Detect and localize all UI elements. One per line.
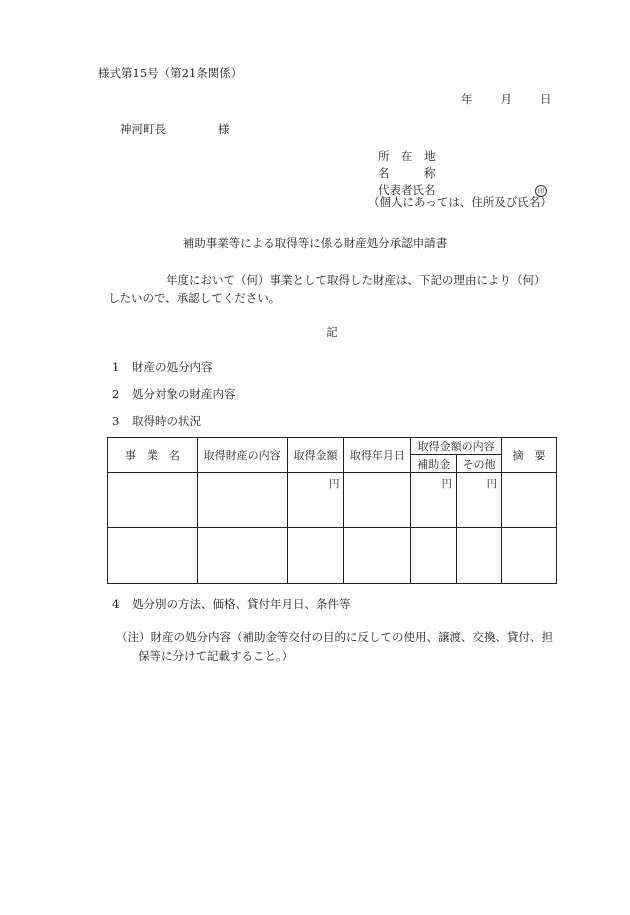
header-subsidy: 補助金 [411, 455, 457, 473]
cell-acquisition-amount [287, 473, 344, 528]
name-label: 名 称 [378, 166, 436, 180]
addressee-honorific: 様 [218, 122, 230, 136]
item-3-label: 取得時の状況 [132, 414, 201, 428]
date-month: 月 [500, 92, 512, 106]
header-amount-breakdown: 取得金額の内容 [411, 438, 502, 455]
item-1 [112, 362, 213, 374]
cell-property-content [197, 528, 287, 584]
body-paragraph [108, 271, 556, 307]
yen-unit: 円 [328, 478, 340, 490]
yen-unit: 円 [486, 478, 498, 490]
cell-other [457, 528, 502, 584]
acquisition-table [107, 437, 557, 584]
table-row [108, 473, 557, 528]
caution-line-2: 保等に分けて記載すること。） [138, 649, 294, 663]
date-year: 年 [461, 92, 473, 106]
item-2 [112, 389, 236, 401]
cell-remarks [502, 473, 557, 528]
item-2-number: 2 [112, 387, 120, 401]
form-number: 様式第15号（第21条関係） [98, 66, 243, 80]
cell-acquisition-amount [287, 528, 344, 584]
address-row [378, 148, 436, 165]
header-remarks: 摘 要 [502, 438, 557, 473]
cell-subsidy [411, 528, 457, 584]
table-header-row-1 [108, 438, 557, 455]
header-project-name: 事 業 名 [108, 438, 198, 473]
item-1-number: 1 [112, 360, 120, 374]
ki-heading: 記 [326, 325, 338, 339]
cell-project-name [108, 473, 198, 528]
address-label: 所 在 地 [378, 149, 436, 163]
seal-mark: 印 [535, 185, 547, 197]
header-acquisition-amount: 取得金額 [287, 438, 344, 473]
item-4-label: 処分別の方法、価格、貸付年月日、条件等 [132, 597, 351, 611]
item-4 [112, 599, 351, 611]
name-row [378, 165, 436, 182]
cell-acquisition-date [344, 473, 411, 528]
cell-property-content [197, 473, 287, 528]
header-property-content: 取得財産の内容 [197, 438, 287, 473]
item-1-label: 財産の処分内容 [132, 360, 213, 374]
item-2-label: 処分対象の財産内容 [132, 387, 236, 401]
item-4-number: 4 [112, 597, 120, 611]
representative-label: 代表者氏名 [378, 183, 436, 197]
yen-unit: 円 [441, 478, 453, 490]
caution-line-1: （注）財産の処分内容（補助金等交付の目的に反しての使用、譲渡、交換、貸付、担 [116, 630, 553, 644]
cell-subsidy [411, 473, 457, 528]
cell-acquisition-date [344, 528, 411, 584]
cell-other [457, 473, 502, 528]
date-line [461, 94, 552, 106]
cell-project-name [108, 528, 198, 584]
cell-remarks [502, 528, 557, 584]
body-text: 年度において（何）事業として取得した財産は、下記の理由により（何）したいので、承認してください。 [108, 273, 546, 305]
applicant-block [378, 148, 545, 199]
addressee [120, 124, 230, 136]
document-title: 補助事業等による取得等に係る財産処分承認申請書 [182, 236, 448, 250]
individual-note: （個人にあっては、住所及び氏名） [368, 195, 552, 209]
addressee-name: 神河町長 [120, 122, 166, 136]
item-3 [112, 416, 201, 428]
header-acquisition-date: 取得年月日 [344, 438, 411, 473]
header-other: その他 [457, 455, 502, 473]
item-3-number: 3 [112, 414, 120, 428]
caution-note [116, 628, 561, 666]
date-day: 日 [540, 92, 552, 106]
table-row [108, 528, 557, 584]
